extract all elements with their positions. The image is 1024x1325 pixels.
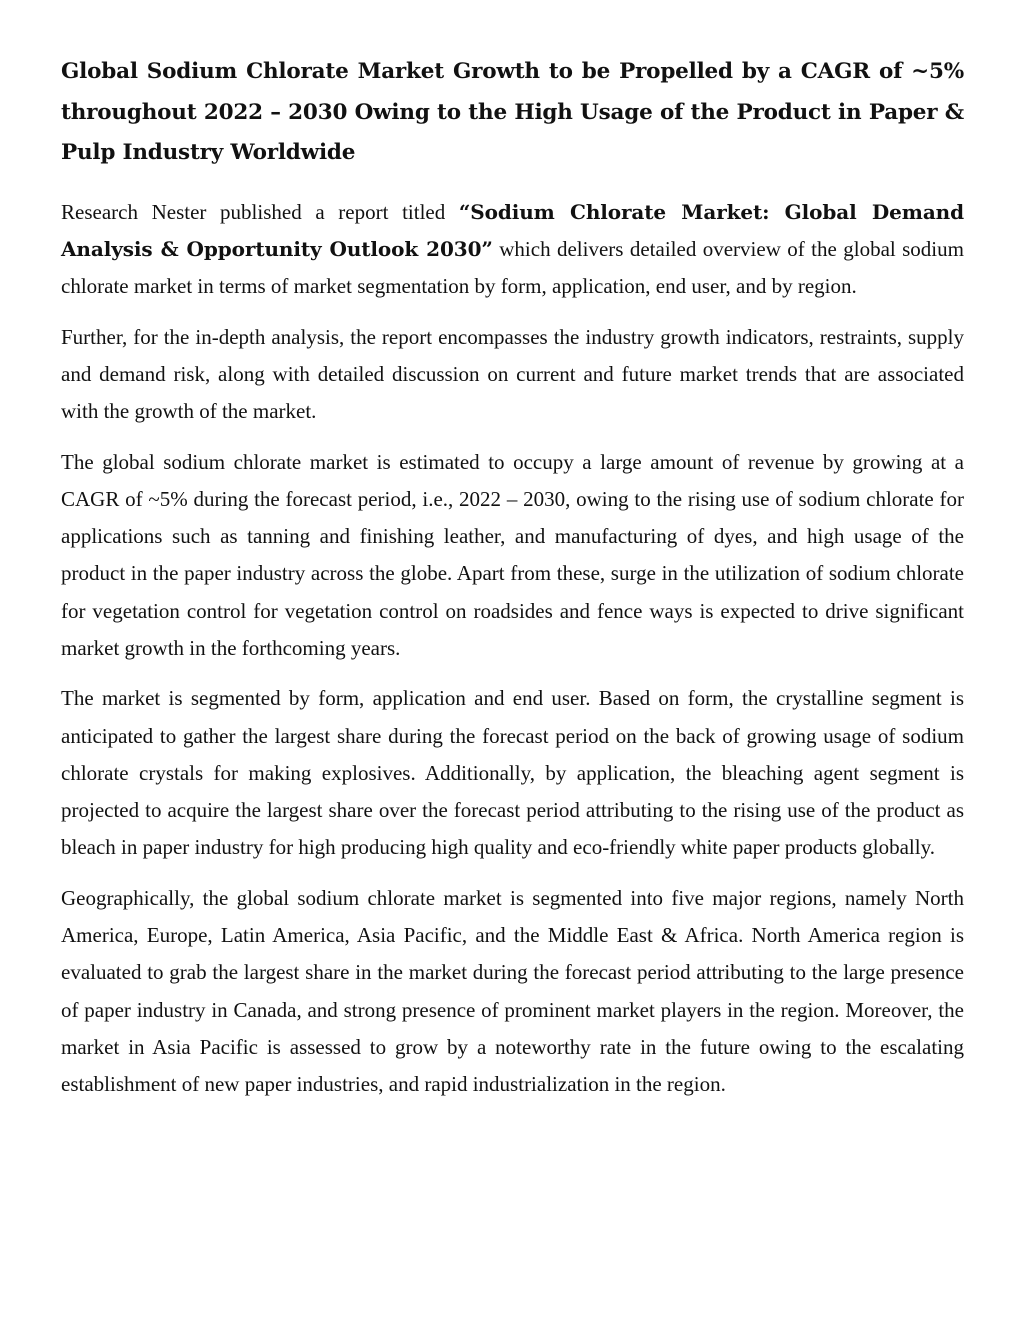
intro-text-before: Research Nester published a report titled: [61, 199, 459, 224]
document-page: [61, 52, 964, 1117]
document-title: Global Sodium Chlorate Market Growth to be Propelled by a CAGR of ~5% throughout 2022 – 2030 Owing to the High Usage of the Product in Paper & Pulp Industry Worldwide: [61, 59, 964, 165]
regional-paragraph: Geographically, the global sodium chlorate market is segmented into five major regions, namely North America, Europe, Latin America, Asia Pacific, and the Middle East & Africa. North America region is evaluated to grab the largest share in the market during the forecast period attributing to the large presence of paper industry in Canada, and strong presence of prominent market players in the region. Moreover, the market in Asia Pacific is assessed to grow by a noteworthy rate in the future owing to the escalating establishment of new paper industries, and rapid industrialization in the region.: [61, 885, 964, 1096]
intro-paragraph: [61, 194, 964, 306]
segmentation-paragraph: The market is segmented by form, application and end user. Based on form, the crystalline segment is anticipated to gather the largest share during the forecast period on the back of growing usage of sodium chlorate crystals for making explosives. Additionally, by application, the bleaching agent segment is projected to acquire the largest share over the forecast period attributing to the rising use of the product as bleach in paper industry for high producing high quality and eco-friendly white paper products globally.: [61, 686, 964, 860]
report-title: “Sodium Chlorate Market: Global Demand Analysis & Opportunity Outlook 2030”: [61, 199, 965, 261]
analysis-paragraph: Further, for the in-depth analysis, the report encompasses the industry growth indicators, restraints, supply and demand risk, along with detailed discussion on current and future market trends that are associated with the growth of the market.: [61, 324, 964, 424]
intro-text-after: which delivers detailed overview of the global sodium chlorate market in terms of market segmentation by form, application, end user, and by region.: [61, 236, 964, 298]
growth-paragraph: The global sodium chlorate market is estimated to occupy a large amount of revenue by growing at a CAGR of ~5% during the forecast period, i.e., 2022 – 2030, owing to the rising use of sodium chlorate for applications such as tanning and finishing leather, and manufacturing of dyes, and high usage of the product in the paper industry across the globe. Apart from these, surge in the utilization of sodium chlorate for vegetation control for vegetation control on roadsides and fence ways is expected to drive significant market growth in the forthcoming years.: [61, 449, 964, 660]
